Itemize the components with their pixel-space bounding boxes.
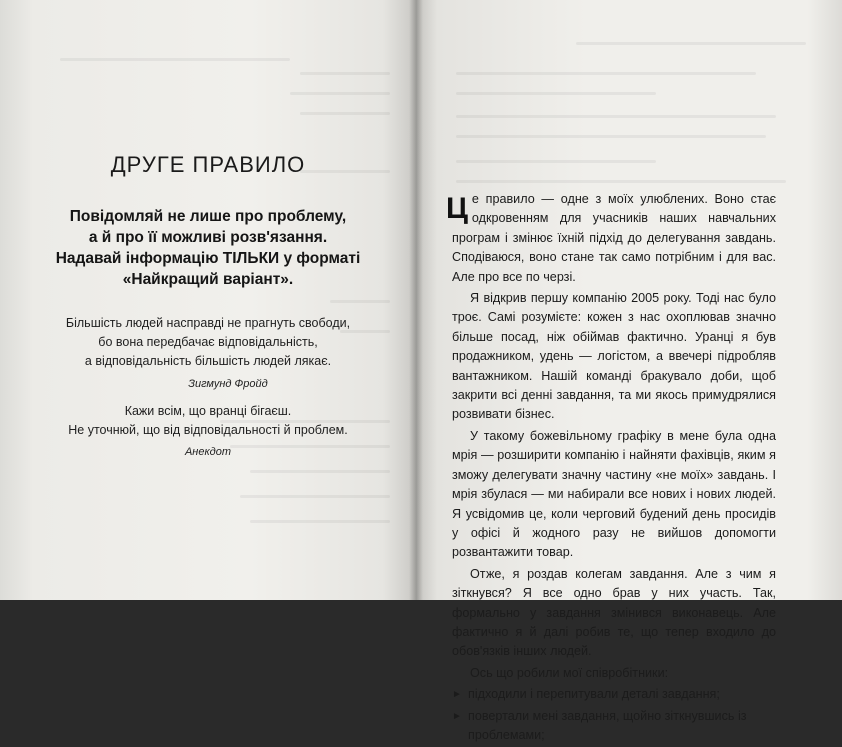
rule-line: Надавай інформацію ТІЛЬКИ у форматі bbox=[55, 250, 361, 267]
list-item: ► повертали мені завдання, щойно зіткнувшись із проблемами; bbox=[452, 708, 747, 742]
list-item: ► підходили і перепитували деталі завдання; bbox=[452, 685, 776, 704]
rule-statement bbox=[0, 206, 416, 290]
body-text bbox=[446, 190, 776, 747]
paragraph: У такому божевільному графіку в мене була одна мрія — розширити компанію і найняти фахівців, яким я зможу делегувати значну частину «не моїх» завдань. І мрія збулася — ми набирали все нових і нових людей. Я усвідомив це, коли черговий будений день просидів у офісі й жодного разу не вийшов допомогти розвантажити товар. bbox=[452, 428, 776, 560]
drop-cap: Ц bbox=[446, 192, 468, 225]
quote-attribution: Зигмунд Фройд bbox=[188, 378, 268, 390]
quote-line: бо вона передбачає відповідальність, bbox=[98, 335, 318, 349]
quote-line: а відповідальність більшість людей лякає. bbox=[84, 354, 332, 368]
rule-line: а й про її можливі розв'язання. bbox=[88, 229, 328, 246]
bullet-arrow-icon: ► bbox=[452, 689, 462, 701]
paragraph: Це правило — одне з моїх улюблених. Воно стає одкровенням для учасників наших навчальних програм і змінює їхній підхід до делегування завдань. Сподіваюся, воно стане так само потрібним і для вас. Але про все по черзі. bbox=[446, 192, 776, 284]
book-gutter bbox=[409, 0, 423, 600]
epigraph-quote bbox=[0, 402, 416, 440]
quote-attribution: Анекдот bbox=[184, 446, 232, 458]
rule-line: «Найкращий варіант». bbox=[122, 271, 294, 288]
chapter-title: ДРУГЕ ПРАВИЛО bbox=[110, 152, 306, 177]
paragraph: Отже, я роздав колегам завдання. Але з чим я зіткнувся? Я все одно брав у них участь. Так, формально у завдання змінився виконавець. Але фактично я й далі робив те, що тепер входило до обов'язків інших людей. bbox=[452, 566, 776, 659]
rule-line: Повідомляй не лише про проблему, bbox=[69, 208, 347, 225]
quote-line: Не уточнюй, що від відповідальності й проблем. bbox=[68, 423, 348, 437]
left-page bbox=[0, 0, 416, 600]
paragraph: Я відкрив першу компанію 2005 року. Тоді нас було троє. Самі розумієте: кожен з нас охоплював значно більше посад, ніж обіймав фактично. Уранці я був продажником, удень — логістом, а ввечері підробляв вантажником. Нашій команді бракувало доби, щоб закрити всі денні завдання, та ми якось примудрялися розвивати бізнес. bbox=[452, 291, 776, 422]
epigraph-quote bbox=[0, 314, 416, 371]
bullet-arrow-icon: ► bbox=[452, 710, 462, 722]
quote-line: Кажи всім, що вранці бігаєш. bbox=[124, 404, 292, 418]
quote-line: Більшість людей насправді не прагнуть свободи, bbox=[65, 316, 351, 330]
paragraph: Ось що робили мої співробітники: bbox=[470, 665, 669, 680]
